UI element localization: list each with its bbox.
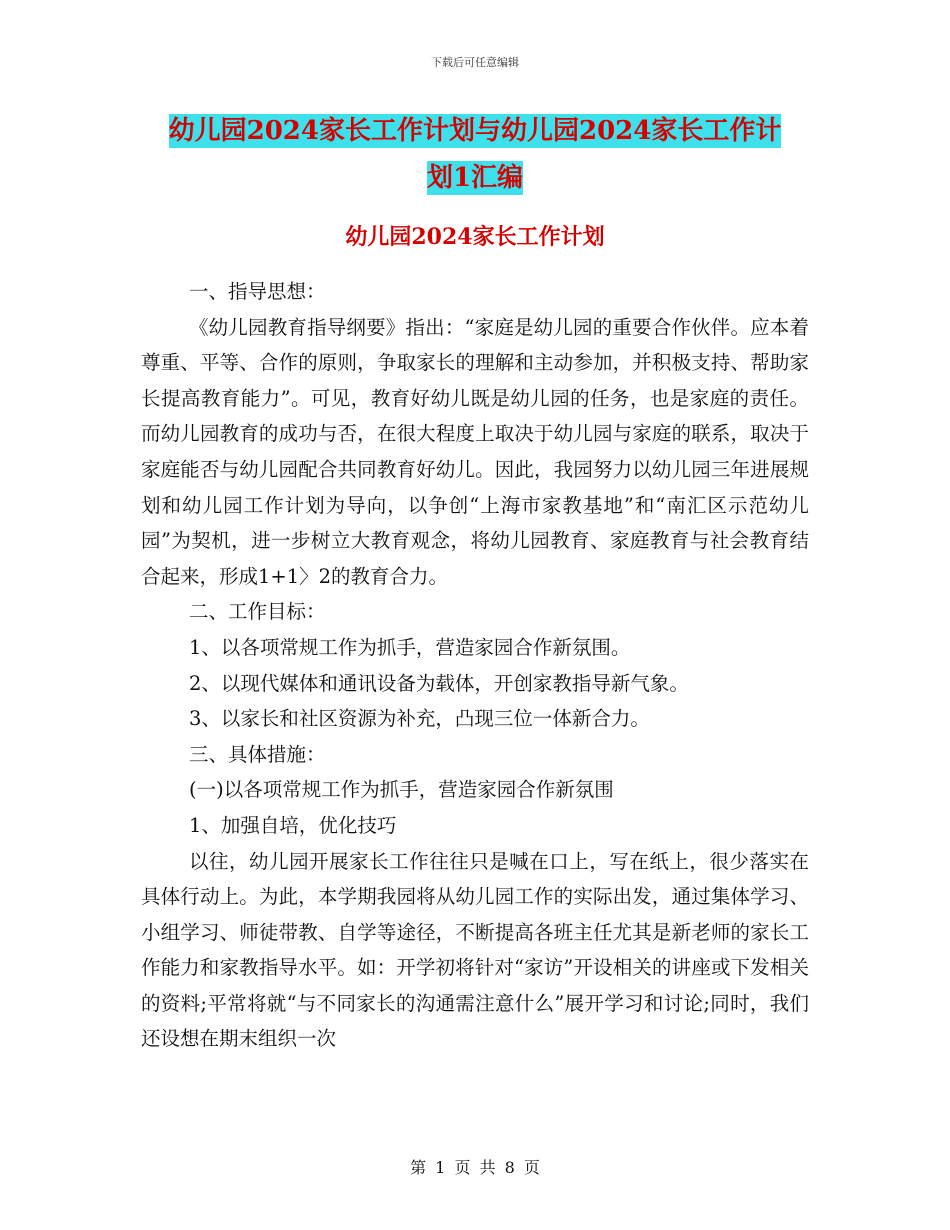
goal-item-2: 2、以现代媒体和通讯设备为载体，开创家教指导新气象。 (189, 671, 689, 695)
paragraph-self-training: 以往，幼儿园开展家长工作往往只是喊在口上，写在纸上，很少落实在具体行动上。为此，本学期我园将从幼儿园工作的实际出发，通过集体学习、小组学习、师徒带教、自学等途径，不断提高各班主任尤其是新老师的家长工作能力和家教指导水平。如：开学初将针对“家访”开设相关的讲座或下发相关的资料;平常将就“与不同家长的沟通需注意什么”展开学习和讨论;同时，我们还设想在期末组织一次 (141, 849, 809, 1051)
paragraph-guiding-thought: 《幼儿园教育指导纲要》指出：“家庭是幼儿园的重要合作伙伴。应本着尊重、平等、合作的原则，争取家长的理解和主动参加，并积极支持、帮助家长提高教育能力”。可见，教育好幼儿既是幼儿园的任务，也是家庭的责任。而幼儿园教育的成功与否，在很大程度上取决于幼儿园与家庭的联系，取决于家庭能否与幼儿园配合共同教育好幼儿。因此，我园努力以幼儿园三年进展规划和幼儿园工作计划为导向，以争创“上海市家教基地”和“南汇区示范幼儿园”为契机，进一步树立大教育观念，将幼儿园教育、家庭教育与社会教育结合起来，形成1+1〉2的教育合力。 (141, 315, 809, 588)
header-note: 下载后可任意编辑 (431, 56, 519, 69)
subheading-self-training: 1、加强自培，优化技巧 (189, 813, 397, 837)
document-title-line-1: 幼儿园2024家长工作计划与幼儿园2024家长工作计 (168, 116, 782, 146)
document-title (140, 108, 810, 202)
heading-guiding-thought: 一、指导思想： (189, 280, 326, 303)
section-title: 幼儿园2024家长工作计划 (345, 224, 605, 250)
subheading-measure-1: (一)以各项常规工作为抓手，营造家园合作新氛围 (189, 778, 614, 802)
heading-work-goals: 二、工作目标： (189, 600, 326, 624)
document-body (141, 274, 809, 1057)
heading-specific-measures: 三、具体措施： (189, 742, 326, 766)
page-number-footer: 第 1 页 共 8 页 (410, 1158, 540, 1177)
goal-item-1: 1、以各项常规工作为抓手，营造家园合作新氛围。 (189, 635, 631, 659)
document-title-line-2: 划1汇编 (426, 163, 524, 193)
goal-item-3: 3、以家长和社区资源为补充，凸现三位一体新合力。 (189, 707, 650, 731)
